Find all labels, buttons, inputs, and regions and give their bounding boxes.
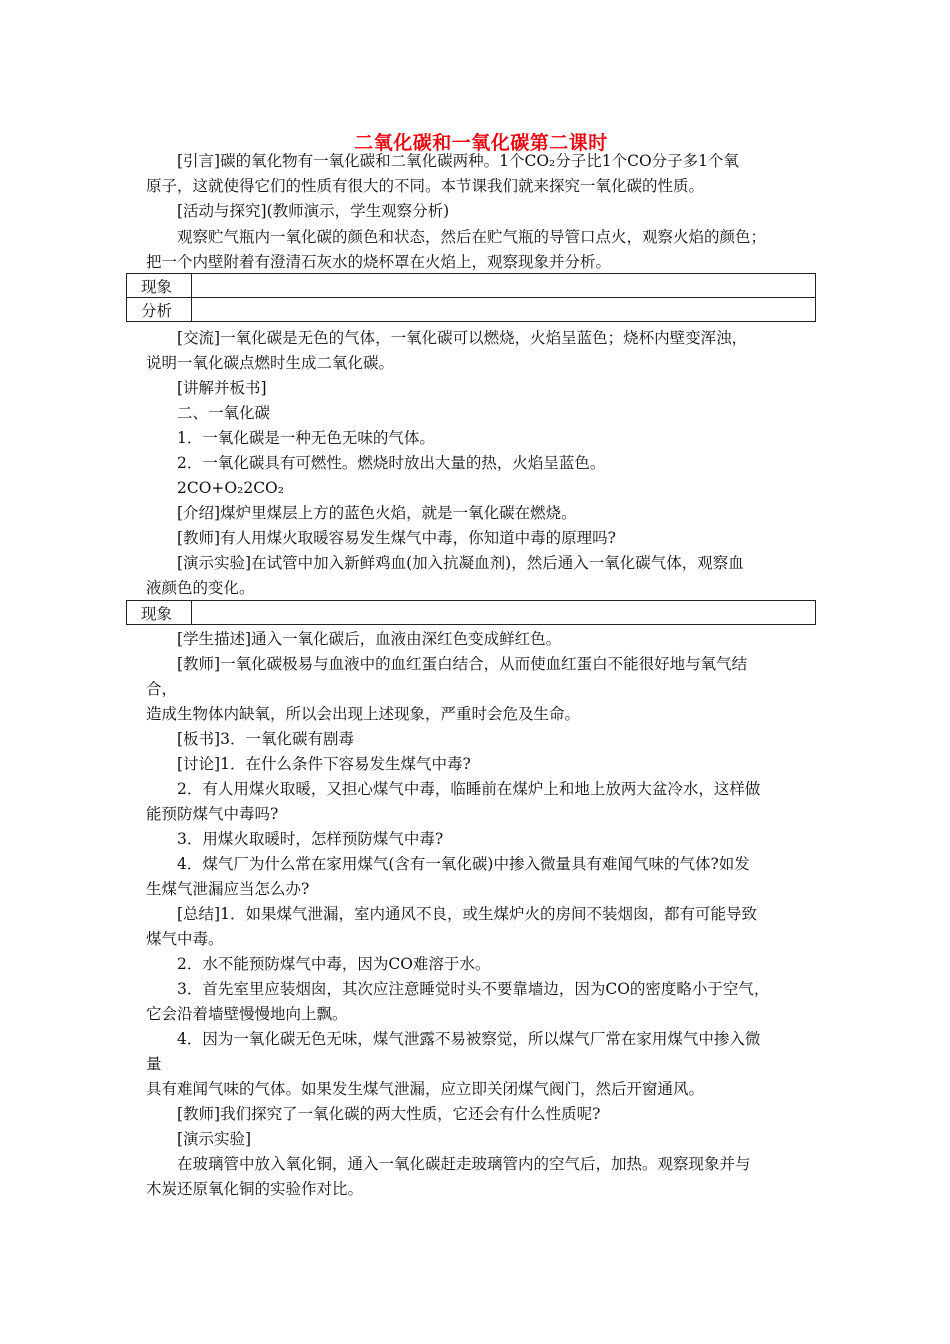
paragraph-line: 2．一氧化碳具有可燃性。燃烧时放出大量的热，火焰呈蓝色。 xyxy=(177,454,606,472)
observation-table-2 xyxy=(126,600,816,625)
paragraph-line: 合， xyxy=(146,680,178,698)
paragraph-line: 2．有人用煤火取暖，又担心煤气中毒，临睡前在煤炉上和地上放两大盆冷水，这样做 xyxy=(177,780,761,798)
paragraph-line: [活动与探究](教师演示，学生观察分析) xyxy=(177,202,450,220)
paragraph-line: [讨论]1．在什么条件下容易发生煤气中毒? xyxy=(177,755,471,773)
table-cell-blank xyxy=(192,274,816,298)
paragraph-line: [教师]一氧化碳极易与血液中的血红蛋白结合，从而使血红蛋白不能很好地与氧气结 xyxy=(177,655,748,673)
paragraph-line: 量 xyxy=(146,1055,162,1073)
paragraph-line: 煤气中毒。 xyxy=(146,930,224,948)
paragraph-line: 3．用煤火取暖时，怎样预防煤气中毒? xyxy=(177,830,444,848)
paragraph-line: 能预防煤气中毒吗? xyxy=(146,805,279,823)
paragraph-line: [教师]我们探究了一氧化碳的两大性质，它还会有什么性质呢? xyxy=(177,1105,601,1123)
paragraph-line: 4．煤气厂为什么常在家用煤气(含有一氧化碳)中掺入微量具有难闻气味的气体?如发 xyxy=(177,855,750,873)
paragraph-line: 它会沿着墙壁慢慢地向上飘。 xyxy=(146,1005,348,1023)
chemical-equation: 2CO+O₂2CO₂ xyxy=(177,479,284,497)
observation-table-1 xyxy=(126,273,816,322)
paragraph-line: [学生描述]通入一氧化碳后，血液由深红色变成鲜红色。 xyxy=(177,630,562,648)
paragraph-line: 1．一氧化碳是一种无色无味的气体。 xyxy=(177,429,435,447)
paragraph-line: 4．因为一氧化碳无色无味，煤气泄露不易被察觉，所以煤气厂常在家用煤气中掺入微 xyxy=(177,1030,761,1048)
paragraph-line: [演示实验]在试管中加入新鲜鸡血(加入抗凝血剂)，然后通入一氧化碳气体，观察血 xyxy=(177,554,744,572)
paragraph-line: 具有难闻气味的气体。如果发生煤气泄漏，应立即关闭煤气阀门，然后开窗通风。 xyxy=(146,1080,705,1098)
paragraph-line: [演示实验] xyxy=(177,1130,252,1148)
paragraph-line: 造成生物体内缺氧，所以会出现上述现象，严重时会危及生命。 xyxy=(146,705,581,723)
paragraph-line: [讲解并板书] xyxy=(177,379,267,397)
table-cell-blank xyxy=(192,601,816,625)
paragraph-line: 液颜色的变化。 xyxy=(146,579,255,597)
paragraph-line: 木炭还原氧化铜的实验作对比。 xyxy=(146,1180,364,1198)
paragraph-line: [板书]3．一氧化碳有剧毒 xyxy=(177,730,354,748)
paragraph-line: [交流]一氧化碳是无色的气体，一氧化碳可以燃烧，火焰呈蓝色；烧杯内壁变浑浊， xyxy=(177,329,748,347)
paragraph-line: 2．水不能预防煤气中毒，因为CO难溶于水。 xyxy=(177,955,491,973)
paragraph-line: [总结]1．如果煤气泄漏，室内通风不良，或生煤炉火的房间不装烟囱，都有可能导致 xyxy=(177,905,757,923)
paragraph-line: 二、一氧化碳 xyxy=(177,404,271,422)
table-cell-label: 分析 xyxy=(127,298,192,322)
table-cell-blank xyxy=(192,298,816,322)
paragraph-line: 3．首先室里应装烟囱，其次应注意睡觉时头不要靠墙边，因为CO的密度略小于空气， xyxy=(177,980,770,998)
table-cell-label: 现象 xyxy=(127,601,192,625)
table-cell-label: 现象 xyxy=(127,274,192,298)
paragraph-line: [引言]碳的氧化物有一氧化碳和二氧化碳两种。1个CO₂分子比1个CO分子多1个氧 xyxy=(177,152,740,170)
paragraph-line: 把一个内壁附着有澄清石灰水的烧杯罩在火焰上，观察现象并分析。 xyxy=(146,253,612,271)
paragraph-line: [教师]有人用煤火取暖容易发生煤气中毒，你知道中毒的原理吗? xyxy=(177,529,616,547)
paragraph-line: 观察贮气瓶内一氧化碳的颜色和状态，然后在贮气瓶的导管口点火，观察火焰的颜色； xyxy=(177,228,767,246)
paragraph-line: 说明一氧化碳点燃时生成二氧化碳。 xyxy=(146,354,395,372)
paragraph-line: [介绍]煤炉里煤层上方的蓝色火焰，就是一氧化碳在燃烧。 xyxy=(177,504,577,522)
paragraph-line: 在玻璃管中放入氧化铜，通入一氧化碳赶走玻璃管内的空气后，加热。观察现象并与 xyxy=(177,1155,751,1173)
document-title: 二氧化碳和一氧化碳第二课时 xyxy=(354,132,608,154)
paragraph-line: 生煤气泄漏应当怎么办? xyxy=(146,880,310,898)
paragraph-line: 原子，这就使得它们的性质有很大的不同。本节课我们就来探究一氧化碳的性质。 xyxy=(146,177,705,195)
